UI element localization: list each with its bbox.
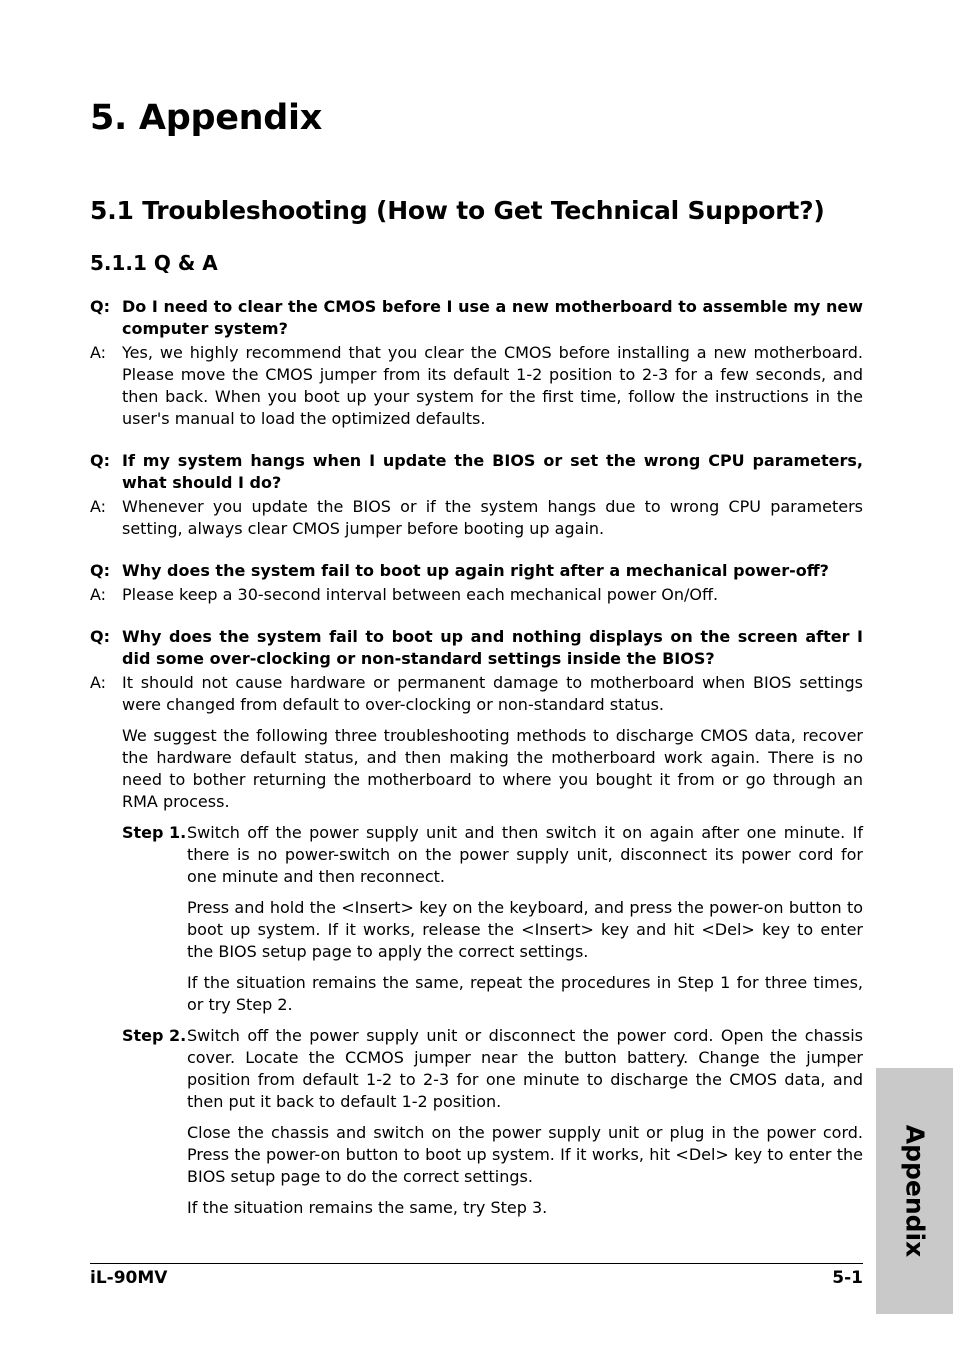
question-text: Why does the system fail to boot up again right after a mechanical power-off?: [122, 561, 829, 580]
question-2: [90, 450, 863, 494]
answer-text: Please keep a 30-second interval between each mechanical power On/Off.: [122, 585, 719, 604]
footer-model: iL-90MV: [90, 1268, 168, 1288]
step-2: [122, 1025, 863, 1113]
side-tab-label: Appendix: [900, 1124, 929, 1258]
step-2-paragraph: If the situation remains the same, try Step 3.: [187, 1198, 548, 1217]
step-text: Switch off the power supply unit or disconnect the power cord. Open the chassis cover. Locate the CCMOS jumper near the button battery. Change the jumper position from default 1-2 to 2-3 for one minute to discharge the CMOS data, and then put it back to default 1-2 position.: [187, 1026, 863, 1111]
question-text: Why does the system fail to boot up and nothing displays on the screen after I did some over-clocking or non-standard settings inside the BIOS?: [122, 627, 863, 668]
answer-3: [90, 584, 863, 606]
answer-tag: A:: [90, 343, 107, 362]
section-heading: 5.1 Troubleshooting (How to Get Technical Support?): [90, 196, 825, 225]
step-text: Switch off the power supply unit and then switch it on again after one minute. If there is no power-switch on the power supply unit, disconnect its power cord for one minute and then reconnect.: [187, 823, 863, 886]
question-tag: Q:: [90, 627, 110, 646]
page-number: 5-1: [832, 1268, 863, 1288]
question-3: [90, 560, 863, 582]
step-1-paragraph: If the situation remains the same, repeat the procedures in Step 1 for three times, or try Step 2.: [187, 973, 863, 1014]
answer-text: It should not cause hardware or permanent damage to motherboard when BIOS settings were changed from default to over-clocking or non-standard status.: [122, 673, 863, 714]
question-tag: Q:: [90, 451, 110, 470]
subsection-heading: 5.1.1 Q & A: [90, 251, 218, 275]
answer-text: Whenever you update the BIOS or if the system hangs due to wrong CPU parameters setting, always clear CMOS jumper before booting up again.: [122, 497, 863, 538]
answer-tag: A:: [90, 585, 107, 604]
answer-text: Yes, we highly recommend that you clear the CMOS before installing a new motherboard. Please move the CMOS jumper from its default 1-2 position to 2-3 for a few seconds, and then back. When you boot up your system for the first time, follow the instructions in the user's manual to load the optimized defaults.: [122, 343, 863, 428]
question-text: Do I need to clear the CMOS before I use a new motherboard to assemble my new computer system?: [122, 297, 863, 338]
qa-body: [90, 296, 863, 1219]
answer-tag: A:: [90, 673, 107, 692]
step-label: Step 2.: [122, 1026, 187, 1045]
step-label: Step 1.: [122, 823, 187, 842]
question-text: If my system hangs when I update the BIOS or set the wrong CPU parameters, what should I do?: [122, 451, 863, 492]
footer-divider: [90, 1263, 863, 1264]
question-1: [90, 296, 863, 340]
answer-2: [90, 496, 863, 540]
answer-tag: A:: [90, 497, 107, 516]
question-tag: Q:: [90, 561, 110, 580]
question-4: [90, 626, 863, 670]
step-2-paragraph: Close the chassis and switch on the power supply unit or plug in the power cord. Press the power-on button to boot up system. If it works, hit <Del> key to enter the BIOS setup page to do the correct settings.: [187, 1123, 863, 1186]
question-tag: Q:: [90, 297, 110, 316]
step-1-paragraph: Press and hold the <Insert> key on the keyboard, and press the power-on button to boot up system. If it works, release the <Insert> key and hit <Del> key to enter the BIOS setup page to apply the correct settings.: [187, 898, 863, 961]
step-1: [122, 822, 863, 888]
page-heading: 5. Appendix: [90, 98, 323, 138]
section-side-tab: [876, 1068, 953, 1314]
answer-4: [90, 672, 863, 716]
answer-4-paragraph: We suggest the following three troubleshooting methods to discharge CMOS data, recover the hardware default status, and then making the motherboard work again. There is no need to bother returning the motherboard to where you bought it from or go through an RMA process.: [122, 726, 863, 811]
answer-1: [90, 342, 863, 430]
